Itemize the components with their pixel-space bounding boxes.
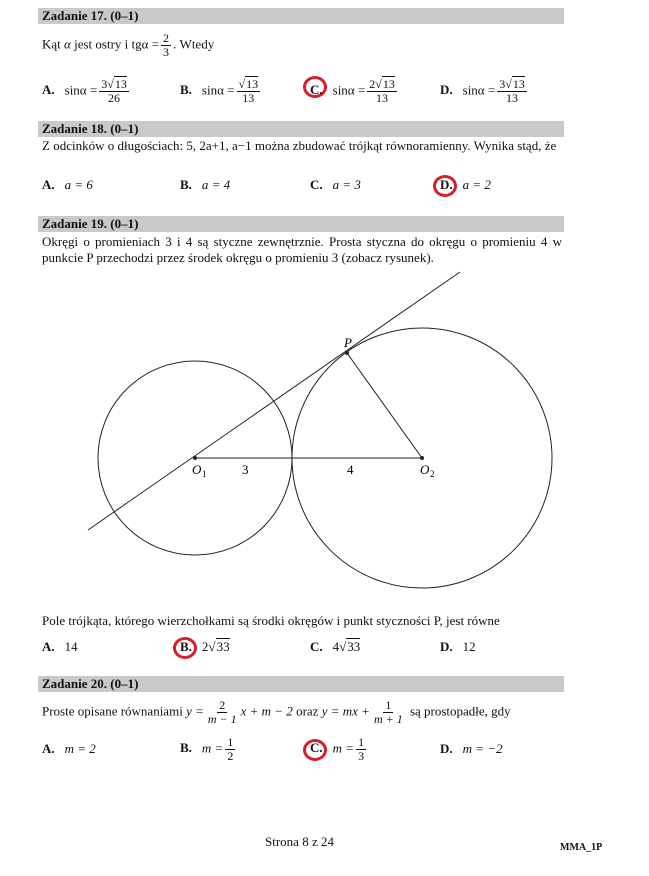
task19-question: Okręgi o promieniach 3 i 4 są styczne zewnętrznie. Prosta styczna do okręgu o promieniu 4 w punkcie P przechodzi przez środek okręgu o promieniu 3 (zobacz rysunek).	[42, 234, 562, 265]
task17-option-b[interactable]: B. sinα = $\frac{√13}{13}$	[180, 77, 259, 105]
task17-option-c[interactable]: C. sinα = $\frac{2√13}{13}$	[310, 77, 395, 105]
point-p	[345, 351, 349, 355]
task20-header	[38, 676, 564, 692]
task17-option-a[interactable]: A. sinα = $\frac{3√13}{26}$	[42, 77, 127, 105]
point-o1	[193, 456, 197, 460]
label-p: P	[344, 335, 352, 350]
task19-option-c[interactable]: C. 4√33	[310, 639, 361, 654]
task17-question: Kąt α jest ostry i tgα = $\frac{2}{3}$ . Wtedy	[42, 31, 215, 59]
task17-title: Zadanie 17. (0–1)	[42, 8, 139, 23]
task20-question: Proste opisane równaniami y = $\frac{2}{m - 1}$ x + m − 2 oraz y = mx + $\frac{1}{m + 1}$ są prostopadłe, gdy	[42, 698, 511, 726]
exam-code: MMA_1P	[560, 842, 603, 853]
task19-option-b[interactable]: B. 2√33	[180, 639, 230, 654]
task20-option-d[interactable]: D. m = −2	[440, 741, 503, 756]
page-number: Strona 8 z 24	[265, 834, 334, 849]
label-o2-sub: 2	[430, 469, 435, 479]
point-o2	[420, 456, 424, 460]
task20-option-b[interactable]: B. m = $\frac{1}{2}$	[180, 735, 234, 763]
task18-option-a[interactable]: A. a = 6	[42, 177, 93, 192]
task19-prompt: Pole trójkąta, którego wierzchołkami są środki okręgów i punkt styczności P, jest równe	[42, 613, 500, 628]
label-o1-sub: 1	[202, 469, 207, 479]
task18-question: Z odcinków o długościach: 5, 2a+1, a−1 można zbudować trójkąt równoramienny. Wynika stąd, że	[42, 138, 557, 153]
task18-title: Zadanie 18. (0–1)	[42, 121, 139, 136]
segment-p-o2	[347, 353, 422, 458]
label-radius-3: 3	[242, 462, 249, 477]
task18-option-d[interactable]: D. a = 2	[440, 177, 491, 192]
task18-option-b[interactable]: B. a = 4	[180, 177, 231, 192]
task17-fraction: $\frac{2}{3}$	[163, 31, 170, 59]
label-o1: O	[192, 462, 202, 477]
task20-option-a[interactable]: A. m = 2	[42, 741, 96, 756]
task19-option-a[interactable]: A. 14	[42, 639, 78, 654]
task19-option-d[interactable]: D. 12	[440, 639, 476, 654]
label-o2: O	[420, 462, 430, 477]
label-radius-4: 4	[347, 462, 354, 477]
task20-title: Zadanie 20. (0–1)	[42, 676, 139, 691]
task20-option-c[interactable]: C. m = $\frac{1}{3}$	[310, 735, 365, 763]
task18-option-c[interactable]: C. a = 3	[310, 177, 361, 192]
task19-title: Zadanie 19. (0–1)	[42, 216, 139, 231]
task17-option-d[interactable]: D. sinα = $\frac{3√13}{13}$	[440, 77, 525, 105]
